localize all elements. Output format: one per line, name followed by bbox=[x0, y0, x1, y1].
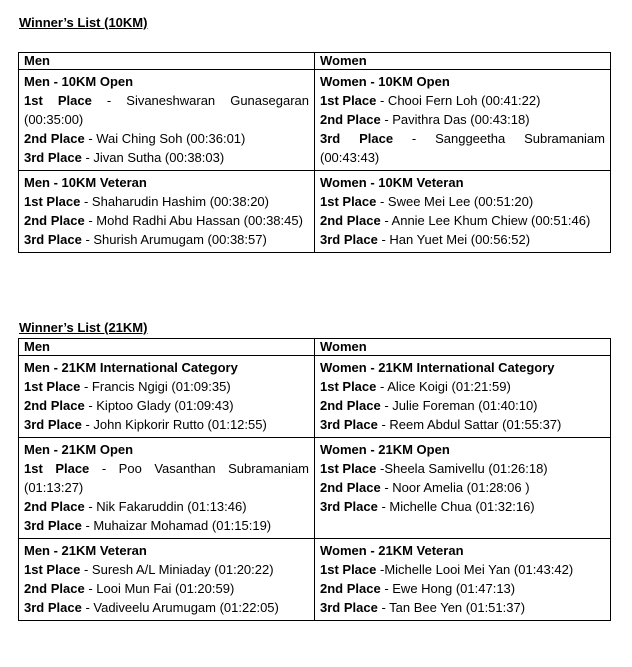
result-entry bbox=[24, 497, 309, 516]
result-text: - Tan Bee Yen (01:51:37) bbox=[377, 600, 526, 615]
result-entry bbox=[320, 91, 605, 110]
result-text: - John Kipkorir Rutto (01:12:55) bbox=[81, 417, 267, 432]
result-entry bbox=[24, 192, 309, 211]
cell-men-10km-open bbox=[19, 70, 315, 171]
result-text: - Swee Mei Lee (00:51:20) bbox=[376, 194, 534, 209]
place-label: 3rd Place bbox=[24, 150, 82, 165]
result-text: - Sanggeetha Subramaniam (00:43:43) bbox=[320, 131, 605, 165]
result-text: - Alice Koigi (01:21:59) bbox=[376, 379, 511, 394]
cell-women-21km-international bbox=[315, 356, 611, 438]
place-label: 1st Place bbox=[320, 194, 377, 209]
result-entry bbox=[320, 377, 605, 396]
header-women: Women bbox=[315, 339, 611, 356]
result-text: - Wai Ching Soh (00:36:01) bbox=[84, 131, 246, 146]
result-text: - Kiptoo Glady (01:09:43) bbox=[84, 398, 234, 413]
place-label: 2nd Place bbox=[320, 112, 381, 127]
category-heading: Men - 21KM Veteran bbox=[24, 543, 147, 558]
result-entry bbox=[320, 230, 605, 249]
result-entry bbox=[24, 396, 309, 415]
place-label: 3rd Place bbox=[24, 518, 82, 533]
result-entry bbox=[24, 516, 309, 535]
result-entry bbox=[320, 192, 605, 211]
place-label: 1st Place bbox=[24, 461, 90, 476]
result-entry bbox=[320, 459, 605, 478]
category-heading: Men - 21KM International Category bbox=[24, 360, 238, 375]
table-row bbox=[19, 356, 611, 438]
category-heading: Women - 10KM Veteran bbox=[320, 175, 464, 190]
result-entry bbox=[24, 459, 309, 497]
result-entry bbox=[24, 148, 309, 167]
cell-men-21km-veteran bbox=[19, 539, 315, 621]
place-label: 3rd Place bbox=[24, 232, 82, 247]
result-entry bbox=[24, 91, 309, 129]
result-text: - Sivaneshwaran Gunasegaran (00:35:00) bbox=[24, 93, 309, 127]
place-label: 3rd Place bbox=[320, 417, 378, 432]
result-entry bbox=[320, 560, 605, 579]
result-text: - Reem Abdul Sattar (01:55:37) bbox=[377, 417, 562, 432]
result-text: - Han Yuet Mei (00:56:52) bbox=[377, 232, 531, 247]
cell-women-21km-veteran bbox=[315, 539, 611, 621]
place-label: 1st Place bbox=[320, 379, 377, 394]
place-label: 1st Place bbox=[24, 562, 81, 577]
place-label: 3rd Place bbox=[320, 600, 378, 615]
place-label: 2nd Place bbox=[320, 480, 381, 495]
place-label: 2nd Place bbox=[24, 213, 85, 228]
cell-women-21km-open bbox=[315, 438, 611, 539]
place-label: 3rd Place bbox=[320, 232, 378, 247]
result-entry bbox=[320, 478, 605, 497]
result-text: - Mohd Radhi Abu Hassan (00:38:45) bbox=[84, 213, 303, 228]
result-entry bbox=[24, 377, 309, 396]
header-women: Women bbox=[315, 53, 611, 70]
category-heading: Women - 10KM Open bbox=[320, 74, 450, 89]
place-label: 1st Place bbox=[320, 562, 377, 577]
result-text: - Chooi Fern Loh (00:41:22) bbox=[376, 93, 541, 108]
category-heading: Women - 21KM Open bbox=[320, 442, 450, 457]
result-text: -Michelle Looi Mei Yan (01:43:42) bbox=[376, 562, 574, 577]
place-label: 2nd Place bbox=[320, 398, 381, 413]
table-row bbox=[19, 539, 611, 621]
place-label: 1st Place bbox=[320, 461, 377, 476]
result-text: - Nik Fakaruddin (01:13:46) bbox=[84, 499, 247, 514]
place-label: 1st Place bbox=[320, 93, 377, 108]
cell-men-21km-open bbox=[19, 438, 315, 539]
table-header-row bbox=[19, 339, 611, 356]
category-heading: Women - 21KM International Category bbox=[320, 360, 555, 375]
category-heading: Women - 21KM Veteran bbox=[320, 543, 464, 558]
place-label: 3rd Place bbox=[320, 499, 378, 514]
place-label: 1st Place bbox=[24, 194, 81, 209]
result-entry bbox=[24, 598, 309, 617]
category-heading: Men - 10KM Veteran bbox=[24, 175, 147, 190]
result-text: - Francis Ngigi (01:09:35) bbox=[80, 379, 231, 394]
place-label: 3rd Place bbox=[24, 600, 82, 615]
result-text: - Ewe Hong (01:47:13) bbox=[380, 581, 516, 596]
results-table-21km bbox=[18, 338, 611, 621]
result-text: - Shurish Arumugam (00:38:57) bbox=[81, 232, 267, 247]
result-text: - Looi Mun Fai (01:20:59) bbox=[84, 581, 235, 596]
section-title-21km: Winner’s List (21KM) bbox=[19, 320, 148, 335]
result-entry bbox=[320, 579, 605, 598]
header-men: Men bbox=[19, 53, 315, 70]
result-entry bbox=[320, 110, 605, 129]
place-label: 1st Place bbox=[24, 93, 92, 108]
result-text: - Pavithra Das (00:43:18) bbox=[380, 112, 530, 127]
cell-men-21km-international bbox=[19, 356, 315, 438]
table-row bbox=[19, 171, 611, 253]
place-label: 2nd Place bbox=[24, 131, 85, 146]
place-label: 1st Place bbox=[24, 379, 81, 394]
result-text: - Julie Foreman (01:40:10) bbox=[380, 398, 538, 413]
result-text: -Sheela Samivellu (01:26:18) bbox=[376, 461, 548, 476]
result-entry bbox=[24, 415, 309, 434]
result-text: - Noor Amelia (01:28:06 ) bbox=[380, 480, 530, 495]
result-text: - Poo Vasanthan Subramaniam (01:13:27) bbox=[24, 461, 310, 495]
table-header-row bbox=[19, 53, 611, 70]
cell-women-10km-open bbox=[315, 70, 611, 171]
place-label: 2nd Place bbox=[320, 213, 381, 228]
result-text: - Annie Lee Khum Chiew (00:51:46) bbox=[380, 213, 591, 228]
section-title-10km: Winner’s List (10KM) bbox=[19, 15, 148, 30]
result-entry bbox=[24, 579, 309, 598]
result-entry bbox=[320, 129, 605, 167]
result-entry bbox=[320, 598, 605, 617]
result-entry bbox=[24, 211, 309, 230]
place-label: 3rd Place bbox=[320, 131, 394, 146]
result-text: - Vadiveelu Arumugam (01:22:05) bbox=[81, 600, 279, 615]
category-heading: Men - 10KM Open bbox=[24, 74, 134, 89]
result-entry bbox=[24, 560, 309, 579]
result-entry bbox=[320, 415, 605, 434]
results-table-10km bbox=[18, 52, 611, 253]
result-text: - Muhaizar Mohamad (01:15:19) bbox=[81, 518, 272, 533]
place-label: 2nd Place bbox=[24, 398, 85, 413]
cell-men-10km-veteran bbox=[19, 171, 315, 253]
result-text: - Jivan Sutha (00:38:03) bbox=[81, 150, 225, 165]
place-label: 2nd Place bbox=[24, 499, 85, 514]
place-label: 2nd Place bbox=[320, 581, 381, 596]
result-text: - Michelle Chua (01:32:16) bbox=[377, 499, 535, 514]
place-label: 3rd Place bbox=[24, 417, 82, 432]
category-heading: Men - 21KM Open bbox=[24, 442, 134, 457]
cell-women-10km-veteran bbox=[315, 171, 611, 253]
result-entry bbox=[24, 129, 309, 148]
place-label: 2nd Place bbox=[24, 581, 85, 596]
result-text: - Shaharudin Hashim (00:38:20) bbox=[80, 194, 269, 209]
header-men: Men bbox=[19, 339, 315, 356]
result-entry bbox=[320, 497, 605, 516]
table-row bbox=[19, 438, 611, 539]
result-text: - Suresh A/L Miniaday (01:20:22) bbox=[80, 562, 274, 577]
table-row bbox=[19, 70, 611, 171]
result-entry bbox=[24, 230, 309, 249]
result-entry bbox=[320, 396, 605, 415]
result-entry bbox=[320, 211, 605, 230]
